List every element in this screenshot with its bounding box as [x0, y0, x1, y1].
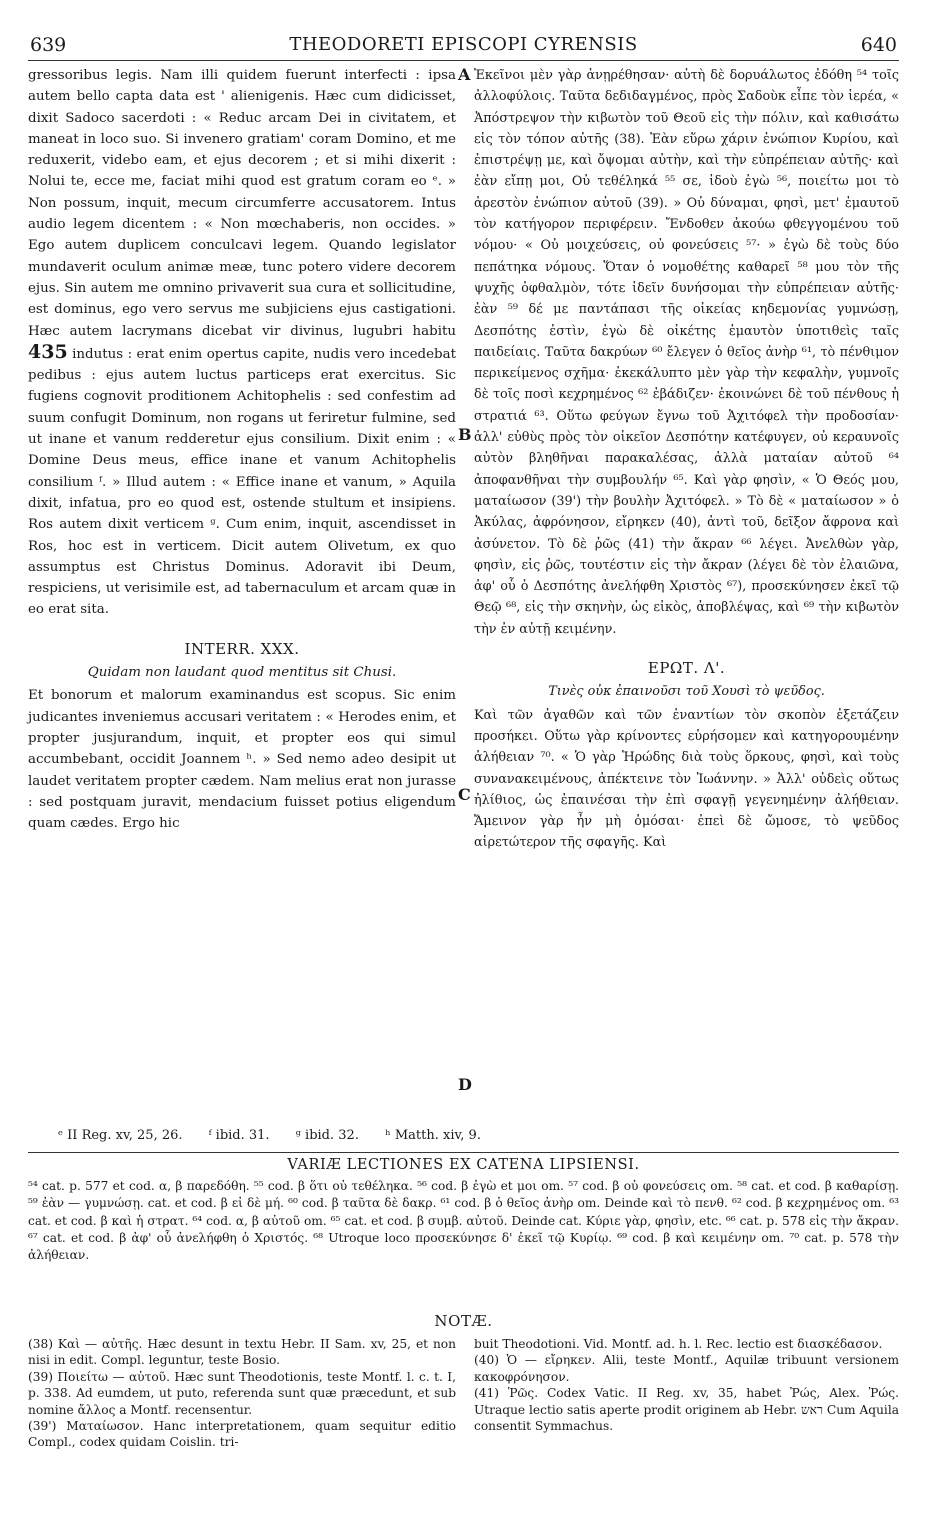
notae-title: NOTÆ.	[434, 1312, 493, 1330]
variae-lectiones-title: VARIÆ LECTIONES EX CATENA LIPSIENSI.	[28, 1152, 899, 1173]
variae-lectiones	[28, 1178, 899, 1264]
latin-paragraph: gressoribus legis. Nam illi quidem fuerunt interfecti : ipsa autem bello capta data est ' alienigenis. Hæc cum didicisset, dixit Sadoco sacerdoti : « Reduc arcam Dei in civitatem, et maneat in loco suo. Si invenero gratiam' coram Domino, et me reduxerit, videbo eam, et ejus decorem ; et si mihi dixerit : Nolui te, ecce me, faciat mihi quod est gratum coram eo ᵉ. » Non possum, inquit, mecum circumferre accusatorem. Intus audio legem dicentem : « Non mœchaberis, non occides. » Ego autem duplicem conculcavi legem. Quando legislator mundaverit oculum animæ meæ, tunc potero videre decorem ejus. Sin autem me omnino privaverit sua cura et sollicitudine, est dominus, ego vero servus me subjiciens ejus castigationi. Hæc autem lacrymans dicebat vir divinus, lugubri habitu 435 indutus : erat enim opertus capite, nudis vero incedebat pedibus : ejus autem luctus particeps erat exercitus. Sic fugiens cognovit proditionem Achitophelis : sed confestim ad suum confugit Dominum, non rogans ut feriretur fulmine, sed ut inane et vanum redderetur ejus consilium. Dixit enim : « Domine Deus meus, effice inane et vanum Achitophelis consilium ᶠ. » Illud autem : « Effice inane et vanum, » Aquila dixit, infatua, pro eo quod est, ostende stultum et insipiens. Ros autem dixit verticem ᵍ. Cum enim, inquit, ascendisset in Ros, hoc est in verticem. Dicit autem Olivetum, ex quo assumptus est Christus Dominus. Adoravit ibi Deum, respiciens, ut verisimile est, ad tabernaculum et arcam quæ in eo erat sita.	[28, 68, 456, 618]
nota: (40) Ὁ — εἴρηκεν. Alii, teste Montf., Aquilæ tribuunt versionem κακοφρόνησον.	[474, 1353, 899, 1384]
variae-lectiones-text: ⁵⁴ cat. p. 577 et cod. α, β παρεδόθη. ⁵⁵ cod. β ὅτι οὐ τεθέληκα. ⁵⁶ cod. β ἐγὼ et μοι om. ⁵⁷ cod. β οὐ φονεύσεις om. ⁵⁸ cat. et cod. β καθαρίσῃ. ⁵⁹ ἐὰν — γυμνώσῃ. cat. et cod. β εἰ δὲ μή. ⁶⁰ cod. β ταῦτα δὲ δακρ. ⁶¹ cod. β ὁ θεῖος ἀνὴρ om. Deinde καὶ τὸ πενθ. ⁶² cod. β κεχρημένος om. ⁶³ cat. et cod. β καὶ ἡ στρατ. ⁶⁴ cod. α, β αὐτοῦ om. ⁶⁵ cat. et cod. β συμβ. αὐτοῦ. Deinde cat. Κύριε γὰρ, φησὶν, etc. ⁶⁶ cat. p. 578 εἰς τὴν ἄκραν. ⁶⁷ cat. et cod. β ἀφ' οὗ ἀνελήφθη ὁ Χριστός. ⁶⁸ Utroque loco προσεκύνησε δ' ἐκεῖ τῷ Κυρίῳ. ⁶⁹ cod. β καὶ κειμένην om. ⁷⁰ cat. p. 578 τὴν ἀλήθειαν.	[28, 1179, 899, 1263]
greek-column	[474, 65, 899, 854]
scripture-footnotes	[58, 1128, 503, 1143]
footnote: ʰ Matth. xiv, 9.	[385, 1128, 481, 1143]
margin-letters	[458, 65, 472, 1100]
interrogatio-subtitle: Quidam non laudant quod mentitus sit Chusi.	[87, 665, 397, 681]
footnote: ᶠ ibid. 31.	[208, 1128, 270, 1143]
footnote: ᵍ ibid. 32.	[295, 1128, 359, 1143]
page-number-right: 640	[860, 34, 897, 56]
column-number: 435	[28, 340, 68, 363]
nota: (38) Καὶ — αὐτῆς. Hæc desunt in textu Hebr. II Sam. xv, 25, et non nisi in edit. Compl. leguntur, teste Bosio.	[28, 1337, 456, 1368]
greek-paragraph: Καὶ τῶν ἀγαθῶν καὶ τῶν ἐναντίων τὸν σκοπὸν ἐξετάζειν προσήκει. Οὕτω γὰρ κρίνοντες εὑρήσομεν καὶ κατηγορουμένην ἀλήθειαν ⁷⁰. « Ὁ γὰρ Ἡρώδης διὰ τοὺς ὅρκους, φησὶ, καὶ τοὺς συνανακειμένους, ἀπέκτεινε τὸν Ἰωάννην. » Ἀλλ' οὐδεὶς οὕτως ἠλίθιος, ὡς ἐπαινέσαι τὴν ἐπὶ σφαγῇ γεγενημένην ἀλήθειαν. Ἄμεινον γὰρ ἦν μὴ ὀμόσαι· ἐπεὶ δὲ ὤμοσε, τὸ ψεῦδος αἱρετώτερον τῆς σφαγῆς. Καὶ	[474, 707, 899, 851]
running-header	[28, 30, 899, 61]
nota: (39') Ματαίωσον. Hanc interpretationem, quam sequitur editio Compl., codex quidam Coislin. tri-	[28, 1419, 456, 1450]
nota: (39) Ποιείτω — αὐτοῦ. Hæc sunt Theodotionis, teste Montf. l. c. t. I, p. 338. Ad eumdem, ut puto, referenda sunt quæ præcedunt, et sub nomine ἄλλος a Montf. recensentur.	[28, 1369, 456, 1417]
notae-left	[28, 1336, 456, 1451]
margin-letter-d: D	[458, 1075, 472, 1094]
erotesis-subtitle: Τινὲς οὐκ ἐπαινοῦσι τοῦ Χουσὶ τὸ ψεῦδος.	[548, 684, 825, 700]
nota: (41) Ῥῶς. Codex Vatic. II Reg. xv, 35, habet Ῥώς, Alex. Ῥώς. Utraque lectio satis aperte prodit originem ab Hebr. ראש Cum Aquila consentit Symmachus.	[474, 1386, 899, 1434]
margin-letter-c: C	[458, 785, 471, 804]
erotesis-title: ΕΡΩΤ. Λ'.	[647, 659, 726, 678]
greek-paragraph: Ἐκεῖνοι μὲν γὰρ ἀνῃρέθησαν· αὐτὴ δὲ δορυάλωτος ἐδόθη ⁵⁴ τοῖς ἀλλοφύλοις. Ταῦτα δεδιδαγμένος, πρὸς Σαδοὺκ εἶπε τὸν ἱερέα, « Ἀπόστρεψον τὴν κιβωτὸν τοῦ Θεοῦ εἰς τὴν πόλιν, καὶ καθισάτω εἰς τὸν τόπον αὐτῆς (38). Ἐὰν εὕρω χάριν ἐνώπιον Κυρίου, καὶ ἐπιστρέψῃ με, καὶ ὄψομαι αὐτὴν, καὶ τὴν εὐπρέπειαν αὐτῆς· καὶ ἐὰν εἴπῃ μοι, Οὐ τεθέληκά ⁵⁵ σε, ἰδοὺ ἐγὼ ⁵⁶, ποιείτω μοι τὸ ἀρεστὸν ἐνώπιον αὐτοῦ (39). » Οὐ δύναμαι, φησὶ, μετ' ἐμαυτοῦ τὸν κατήγορον περιφέρειν. Ἔνδοθεν ἀκούω φθεγγομένου τοῦ νόμου· « Οὐ μοιχεύσεις, οὐ φονεύσεις ⁵⁷· » ἐγὼ δὲ τοὺς δύο πεπάτηκα νόμους. Ὅταν ὁ νομοθέτης καθαρεῖ ⁵⁸ μου τὸν τῆς ψυχῆς ὀφθαλμὸν, τότε ἰδεῖν δυνήσομαι τὴν εὐπρέπειαν αὐτῆς· ἐὰν ⁵⁹ δέ με παντάπασι τῆς οἰκείας κηδεμονίας γυμνώσῃ, Δεσπότης ἐστὶν, ἐγὼ δὲ οἰκέτης ἐμαυτὸν ὑποτιθεὶς ταῖς παιδείαις. Ταῦτα δακρύων ⁶⁰ ἔλεγεν ὁ θεῖος ἀνὴρ ⁶¹, τὸ πένθιμον περικείμενος σχῆμα· ἐκεκάλυπτο μὲν γὰρ τὴν κεφαλὴν, γυμνοῖς δὲ τοῖς ποσὶ κεχρημένος ⁶² ἐβάδιζεν· ἐκοινώνει δὲ τοῦ πένθους ἡ στρατιά ⁶³. Οὕτω φεύγων ἔγνω τοῦ Ἀχιτόφελ τὴν προδοσίαν· ἀλλ' εὐθὺς πρὸς τὸν οἰκεῖον Δεσπότην κατέφυγεν, οὐ κεραυνοῖς αὐτὸν βληθῆναι παρακαλέσας, ἀλλὰ ματαίαν αὐτοῦ ⁶⁴ ἀποφανθῆναι τὴν συμβουλήν ⁶⁵. Καὶ γὰρ φησὶν, « Ὁ Θεός μου, ματαίωσον (39') τὴν βουλὴν Ἀχιτόφελ. » Τὸ δὲ « ματαίωσον » ὁ Ἀκύλας, ἀφρόνησον, εἴρηκεν (40), ἀντὶ τοῦ, δεῖξον ἄφρονα καὶ ἀσύνετον. Τὸ δὲ ῥῶς (41) τὴν ἄκραν ⁶⁶ λέγει. Ἀνελθὼν γὰρ, φησὶν, εἰς ῥῶς, τουτέστιν εἰς τὴν ἄκραν (λέγει δὲ τὸν ἐλαιῶνα, ἀφ' οὗ ὁ Δεσπότης ἀνελήφθη Χριστὸς ⁶⁷), προσεκύνησεν ἐκεῖ τῷ Θεῷ ⁶⁸, εἰς τὴν σκηνὴν, ὡς εἰκὸς, ἀποβλέψας, καὶ ⁶⁹ τὴν κιβωτὸν τὴν ἐν αὐτῇ κειμένην.	[474, 68, 899, 637]
running-title: THEODORETI EPISCOPI CYRENSIS	[289, 34, 638, 55]
text-columns	[28, 65, 899, 1100]
notae-right	[474, 1336, 899, 1434]
nota: buit Theodotioni. Vid. Montf. ad. h. l. Rec. lectio est διασκέδασον.	[474, 1337, 883, 1351]
margin-letter-a: A	[458, 65, 471, 84]
margin-letter-b: B	[458, 425, 472, 444]
footnote: ᵉ II Reg. xv, 25, 26.	[58, 1128, 183, 1143]
interrogatio-title: INTERR. XXX.	[184, 639, 300, 658]
latin-paragraph: Et bonorum et malorum examinandus est scopus. Sic enim judicantes inveniemus accusari veritatem : « Herodes enim, et propter jusjurandum, inquit, et propter eos qui simul accumbebant, occidit Joannem ʰ. » Sed nemo adeo desipit ut laudet veritatem propter cædem. Nam melius erat non jurasse : sed postquam juravit, mendacium fuisset potius eligendum quam cædes. Ergo hic	[28, 688, 456, 832]
page	[28, 30, 899, 1450]
latin-column	[28, 65, 456, 834]
page-number-left: 639	[30, 34, 67, 56]
